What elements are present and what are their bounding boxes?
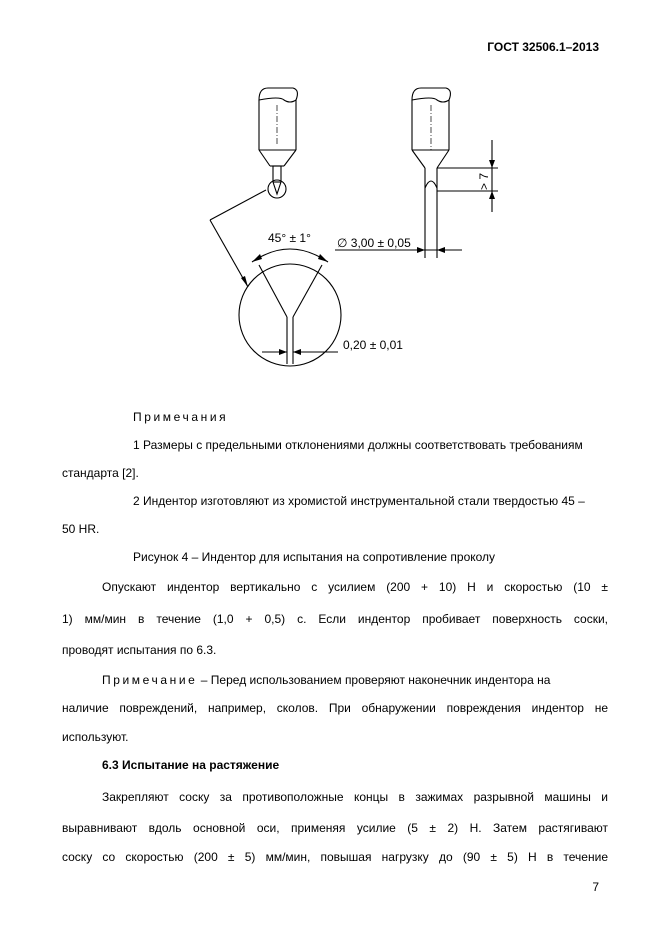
left-indenter-shape <box>259 88 297 198</box>
page-number: 7 <box>592 880 599 894</box>
angle-dimension-label: 45° ± 1° <box>268 231 311 245</box>
note-1-line-2: стандарта [2]. <box>62 466 139 480</box>
figure-caption: Рисунок 4 – Индентор для испытания на сопротивление проколу <box>133 550 496 564</box>
note-2-line-1: 2 Индентор изготовляют из хромистой инструментальной стали твердостью 45 – <box>133 494 585 508</box>
paragraph-2-line-1: Закрепляют соску за противоположные концы в зажимах разрывной машины и <box>102 790 608 804</box>
diameter-dimension-label: ∅ 3,00 ± 0,05 <box>337 236 411 250</box>
paragraph-1-line-1: Опускают индентор вертикально с усилием (200 + 10) Н и скоростью (10 ± <box>102 580 608 594</box>
paragraph-2-line-2: выравнивают вдоль основной оси, применяя усилие (5 ± 2) Н. Затем растягивают <box>62 821 608 835</box>
document-code: ГОСТ 32506.1–2013 <box>487 40 599 54</box>
tip-width-dimension-label: 0,20 ± 0,01 <box>343 338 403 352</box>
note-1-line-1: 1 Размеры с предельными отклонениями должны соответствовать требованиям <box>133 438 583 452</box>
note-paragraph-line-3: используют. <box>62 730 129 744</box>
paragraph-2-line-3: соску со скоростью (200 ± 5) мм/мин, повышая нагрузку до (90 ± 5) Н в течение <box>62 850 608 864</box>
notes-heading: Примечания <box>133 410 229 424</box>
paragraph-1-line-3: проводят испытания по 6.3. <box>62 643 217 657</box>
paragraph-1-line-2: 1) мм/мин в течение (1,0 + 0,5) с. Если индентор пробивает поверхность соски, <box>62 612 608 626</box>
right-indenter-shape <box>412 88 450 258</box>
note-paragraph-line-2: наличие повреждений, например, сколов. При обнаружении повреждения индентор не <box>62 701 608 715</box>
section-heading: 6.3 Испытание на растяжение <box>102 758 280 772</box>
note-paragraph-line-1 <box>102 673 550 687</box>
indenter-drawing <box>200 82 500 382</box>
note-label: Примечание <box>102 673 198 687</box>
tip-detail-circle <box>239 264 341 366</box>
note-2-line-2: 50 HR. <box>62 522 100 536</box>
note-text: – Перед использованием проверяют наконечник индентора на <box>197 673 551 687</box>
depth-dimension-label: > 7 <box>477 172 491 190</box>
